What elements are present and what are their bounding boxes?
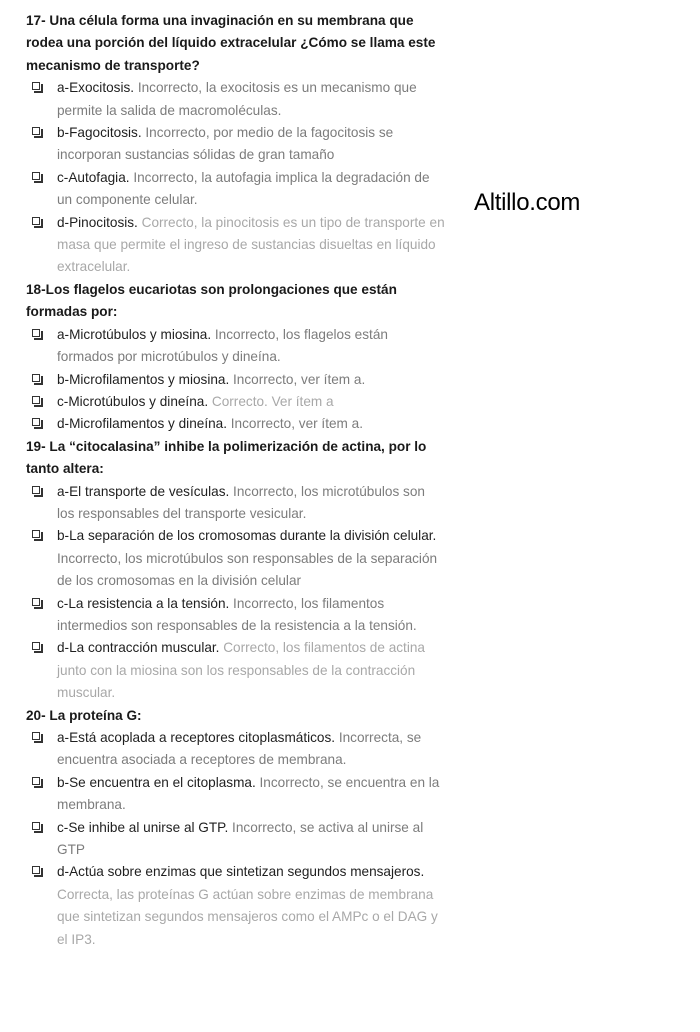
option-label: a-Exocitosis.: [57, 80, 135, 96]
option-label: a-Está acoplada a receptores citoplasmáticos.: [57, 730, 336, 745]
feedback-incorrect: Incorrecto, los microtúbulos son responsables de la separación de los cromosomas en la división celular: [57, 550, 438, 589]
feedback-incorrect: Incorrecto, la autofagia implica la degradación de un componente celular.: [57, 169, 430, 208]
feedback-correct: Correcta, las proteínas G actúan sobre enzimas de membrana que sintetizan segundos mensajeros como el AMPc o el DAG y el IP3.: [57, 886, 438, 947]
feedback-incorrect: Incorrecto, se encuentra en la membrana.: [57, 774, 440, 813]
feedback-incorrect: Incorrecto, la exocitosis es un mecanismo que permite la salida de macromoléculas.: [57, 80, 417, 118]
feedback-incorrect: Incorrecto, ver ítem a.: [229, 371, 366, 387]
option-label: c-Se inhibe al unirse al GTP.: [57, 819, 229, 835]
checkbox-bullet-icon: [32, 217, 40, 225]
checkbox-bullet-icon: [32, 732, 40, 740]
option-label: b-Se encuentra en el citoplasma.: [57, 774, 256, 790]
checkbox-bullet-icon: [32, 82, 40, 90]
checkbox-bullet-icon: [32, 598, 40, 606]
option-label: d-La contracción muscular.: [57, 640, 220, 656]
option-label: b-La separación de los cromosomas durante la división celular.: [57, 528, 437, 544]
option-label: d-Pinocitosis.: [57, 214, 138, 230]
feedback-correct: Correcto, los filamentos de actina junto con la miosina son los responsables de la contracción muscular.: [57, 640, 425, 701]
answer-option: [26, 122, 446, 167]
option-label: a-El transporte de vesículas.: [57, 483, 230, 499]
answer-option: [26, 167, 446, 212]
question-title: 17- Una célula forma una invaginación en su membrana que rodea una porción del líquido extracelular ¿Cómo se llama este mecanismo de transporte?: [26, 13, 436, 73]
answer-option: [26, 593, 446, 638]
answer-option: [26, 212, 446, 279]
checkbox-bullet-icon: [32, 172, 40, 180]
answer-option: [26, 817, 446, 862]
option-label: c-Microtúbulos y dineína.: [57, 393, 209, 409]
checkbox-bullet-icon: [32, 530, 40, 538]
question-title: 19- La “citocalasina” inhibe la polimerización de actina, por lo tanto altera:: [26, 438, 427, 477]
answer-option: [26, 727, 446, 772]
feedback-incorrect: Incorrecto, se activa al unirse al GTP: [57, 819, 424, 858]
answer-option: [26, 525, 446, 592]
feedback-correct: Correcto. Ver ítem a: [208, 393, 334, 409]
answer-option: [26, 772, 446, 817]
answer-option: [26, 413, 446, 435]
question-title: 18-Los flagelos eucariotas son prolongaciones que están formadas por:: [26, 281, 397, 320]
feedback-incorrect: Incorrecto, ver ítem a.: [227, 416, 363, 432]
option-label: c-La resistencia a la tensión.: [57, 595, 230, 611]
question-block: [26, 10, 446, 279]
option-label: b-Fagocitosis.: [57, 125, 142, 141]
checkbox-bullet-icon: [32, 777, 40, 785]
answer-option: [26, 77, 446, 122]
watermark: Altillo.com: [474, 189, 581, 216]
option-label: a-Microtúbulos y miosina.: [57, 326, 212, 342]
feedback-incorrect: Incorrecto, los microtúbulos son los responsables del transporte vesicular.: [57, 483, 425, 521]
question-title: 20- La proteína G:: [26, 707, 142, 723]
checkbox-bullet-icon: [32, 418, 40, 426]
feedback-incorrect: Incorrecto, los flagelos están formados por microtúbulos y dineína.: [57, 326, 388, 365]
option-label: d-Actúa sobre enzimas que sintetizan segundos mensajeros.: [57, 864, 425, 880]
option-label: b-Microfilamentos y miosina.: [57, 371, 230, 387]
checkbox-bullet-icon: [32, 642, 40, 650]
answer-option: [26, 637, 446, 704]
checkbox-bullet-icon: [32, 127, 40, 135]
answer-option: [26, 369, 446, 391]
feedback-incorrect: Incorrecto, por medio de la fagocitosis se incorporan sustancias sólidas de gran tamaño: [57, 125, 394, 163]
question-block: [26, 705, 446, 951]
feedback-correct: Correcto, la pinocitosis es un tipo de transporte en masa que permite el ingreso de sustancias disueltas en líquido extracelular.: [57, 214, 445, 275]
checkbox-bullet-icon: [32, 329, 40, 337]
feedback-incorrect: Incorrecto, los filamentos intermedios son responsables de la resistencia a la tensión.: [57, 595, 417, 633]
question-block: [26, 279, 446, 436]
document-body: [26, 10, 446, 951]
answer-option: [26, 481, 446, 526]
answer-option: [26, 861, 446, 951]
checkbox-bullet-icon: [32, 396, 40, 404]
option-label: d-Microfilamentos y dineína.: [57, 416, 227, 432]
option-label: c-Autofagia.: [57, 169, 130, 185]
checkbox-bullet-icon: [32, 486, 40, 494]
checkbox-bullet-icon: [32, 374, 40, 382]
answer-option: [26, 324, 446, 369]
answer-option: [26, 391, 446, 413]
checkbox-bullet-icon: [32, 866, 40, 874]
question-block: [26, 436, 446, 705]
feedback-incorrect: Incorrecta, se encuentra asociada a receptores de membrana.: [57, 730, 422, 768]
checkbox-bullet-icon: [32, 822, 40, 830]
